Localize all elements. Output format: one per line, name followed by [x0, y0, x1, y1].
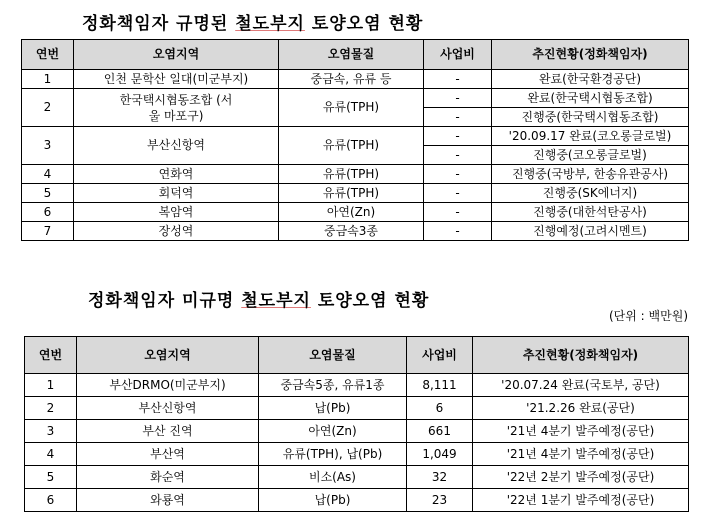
cell-status: '21년 4분기 발주예정(공단)	[473, 443, 689, 466]
cell-status: '21년 4분기 발주예정(공단)	[473, 420, 689, 443]
cell-area: 회덕역	[74, 184, 279, 203]
header-area: 오염지역	[77, 337, 259, 374]
table-row	[25, 489, 689, 512]
cell-pollutant: 비소(As)	[259, 466, 407, 489]
cell-cost: -	[424, 146, 492, 165]
cell-status: 진행중(국방부, 한송유관공사)	[492, 165, 689, 184]
cell-no: 3	[25, 420, 77, 443]
cell-no: 1	[22, 70, 74, 89]
cell-status: '21.2.26 완료(공단)	[473, 397, 689, 420]
cell-status: 완료(한국환경공단)	[492, 70, 689, 89]
table-row	[25, 443, 689, 466]
cell-area: 복암역	[74, 203, 279, 222]
cell-area: 인천 문학산 일대(미군부지)	[74, 70, 279, 89]
header-pollutant: 오염물질	[259, 337, 407, 374]
cell-pollutant: 아연(Zn)	[279, 203, 424, 222]
table-row	[22, 165, 689, 184]
cell-pollutant: 유류(TPH)	[279, 127, 424, 165]
cell-no: 2	[22, 89, 74, 127]
cell-no: 5	[25, 466, 77, 489]
cell-cost: 661	[407, 420, 473, 443]
table-row	[22, 203, 689, 222]
cell-pollutant: 중금속5종, 유류1종	[259, 374, 407, 397]
cell-cost: -	[424, 165, 492, 184]
table-row	[22, 70, 689, 89]
table-row	[22, 127, 689, 146]
section2-title-part: 정화책임자 미규명	[88, 291, 242, 311]
cell-no: 4	[25, 443, 77, 466]
cell-pollutant: 납(Pb)	[259, 397, 407, 420]
table-row	[25, 420, 689, 443]
cell-pollutant: 유류(TPH), 납(Pb)	[259, 443, 407, 466]
header-no: 연번	[25, 337, 77, 374]
cell-pollutant: 아연(Zn)	[259, 420, 407, 443]
unit-label: (단위 : 백만원)	[609, 309, 688, 323]
cell-area: 부산신항역	[74, 127, 279, 165]
section2-title-part: 토양오염 현황	[310, 291, 430, 311]
cell-cost: -	[424, 89, 492, 108]
cell-no: 4	[22, 165, 74, 184]
header-no: 연번	[22, 40, 74, 70]
cell-no: 2	[25, 397, 77, 420]
cell-pollutant: 중금속, 유류 등	[279, 70, 424, 89]
table-row	[25, 397, 689, 420]
cell-area: 와룡역	[77, 489, 259, 512]
cell-cost: 32	[407, 466, 473, 489]
cell-no: 6	[25, 489, 77, 512]
cell-no: 6	[22, 203, 74, 222]
cell-pollutant: 유류(TPH)	[279, 165, 424, 184]
section1-title-part: 정화책임자 규명된	[82, 14, 236, 34]
section1-table	[21, 39, 689, 241]
cell-status: 진행중(대한석탄공사)	[492, 203, 689, 222]
cell-area: 한국택시협동조합 (서울 마포구)	[74, 89, 279, 127]
header-cost: 사업비	[424, 40, 492, 70]
cell-status: 진행예정(고려시멘트)	[492, 222, 689, 241]
header-status: 추진현황(정화책임자)	[473, 337, 689, 374]
cell-no: 1	[25, 374, 77, 397]
cell-status: 완료(한국택시협동조합)	[492, 89, 689, 108]
cell-cost: 8,111	[407, 374, 473, 397]
cell-cost: 23	[407, 489, 473, 512]
table-row	[22, 89, 689, 108]
section2-title	[88, 286, 429, 311]
cell-status: '22년 1분기 발주예정(공단)	[473, 489, 689, 512]
cell-cost: -	[424, 108, 492, 127]
header-cost: 사업비	[407, 337, 473, 374]
cell-area: 화순역	[77, 466, 259, 489]
cell-cost: -	[424, 203, 492, 222]
cell-pollutant: 납(Pb)	[259, 489, 407, 512]
table-row	[25, 466, 689, 489]
cell-no: 7	[22, 222, 74, 241]
header-pollutant: 오염물질	[279, 40, 424, 70]
cell-area: 연화역	[74, 165, 279, 184]
cell-status: '22년 2분기 발주예정(공단)	[473, 466, 689, 489]
cell-area: 부산역	[77, 443, 259, 466]
section1-title	[82, 9, 423, 34]
cell-no: 5	[22, 184, 74, 203]
table-row	[25, 374, 689, 397]
cell-cost: -	[424, 70, 492, 89]
table-row	[22, 222, 689, 241]
header-status: 추진현황(정화책임자)	[492, 40, 689, 70]
cell-area: 부산신항역	[77, 397, 259, 420]
cell-pollutant: 유류(TPH)	[279, 184, 424, 203]
cell-cost: 1,049	[407, 443, 473, 466]
cell-area: 부산 진역	[77, 420, 259, 443]
table-header-row	[25, 337, 689, 374]
cell-area: 부산DRMO(미군부지)	[77, 374, 259, 397]
table-row	[22, 184, 689, 203]
cell-status: 진행중(한국택시협동조합)	[492, 108, 689, 127]
cell-cost: -	[424, 222, 492, 241]
cell-status: 진행중(코오롱글로벌)	[492, 146, 689, 165]
cell-cost: -	[424, 127, 492, 146]
cell-pollutant: 중금속3종	[279, 222, 424, 241]
section2-table	[24, 336, 689, 512]
cell-area: 장성역	[74, 222, 279, 241]
cell-pollutant: 유류(TPH)	[279, 89, 424, 127]
section1-title-part: 토양오염 현황	[304, 14, 424, 34]
cell-cost: -	[424, 184, 492, 203]
header-area: 오염지역	[74, 40, 279, 70]
cell-no: 3	[22, 127, 74, 165]
cell-status: '20.09.17 완료(코오롱글로벌)	[492, 127, 689, 146]
cell-status: '20.07.24 완료(국토부, 공단)	[473, 374, 689, 397]
section2-title-underlined: 철도부지	[241, 291, 311, 311]
cell-cost: 6	[407, 397, 473, 420]
cell-status: 진행중(SK에너지)	[492, 184, 689, 203]
table-header-row	[22, 40, 689, 70]
section1-title-underlined: 철도부지	[235, 14, 305, 34]
